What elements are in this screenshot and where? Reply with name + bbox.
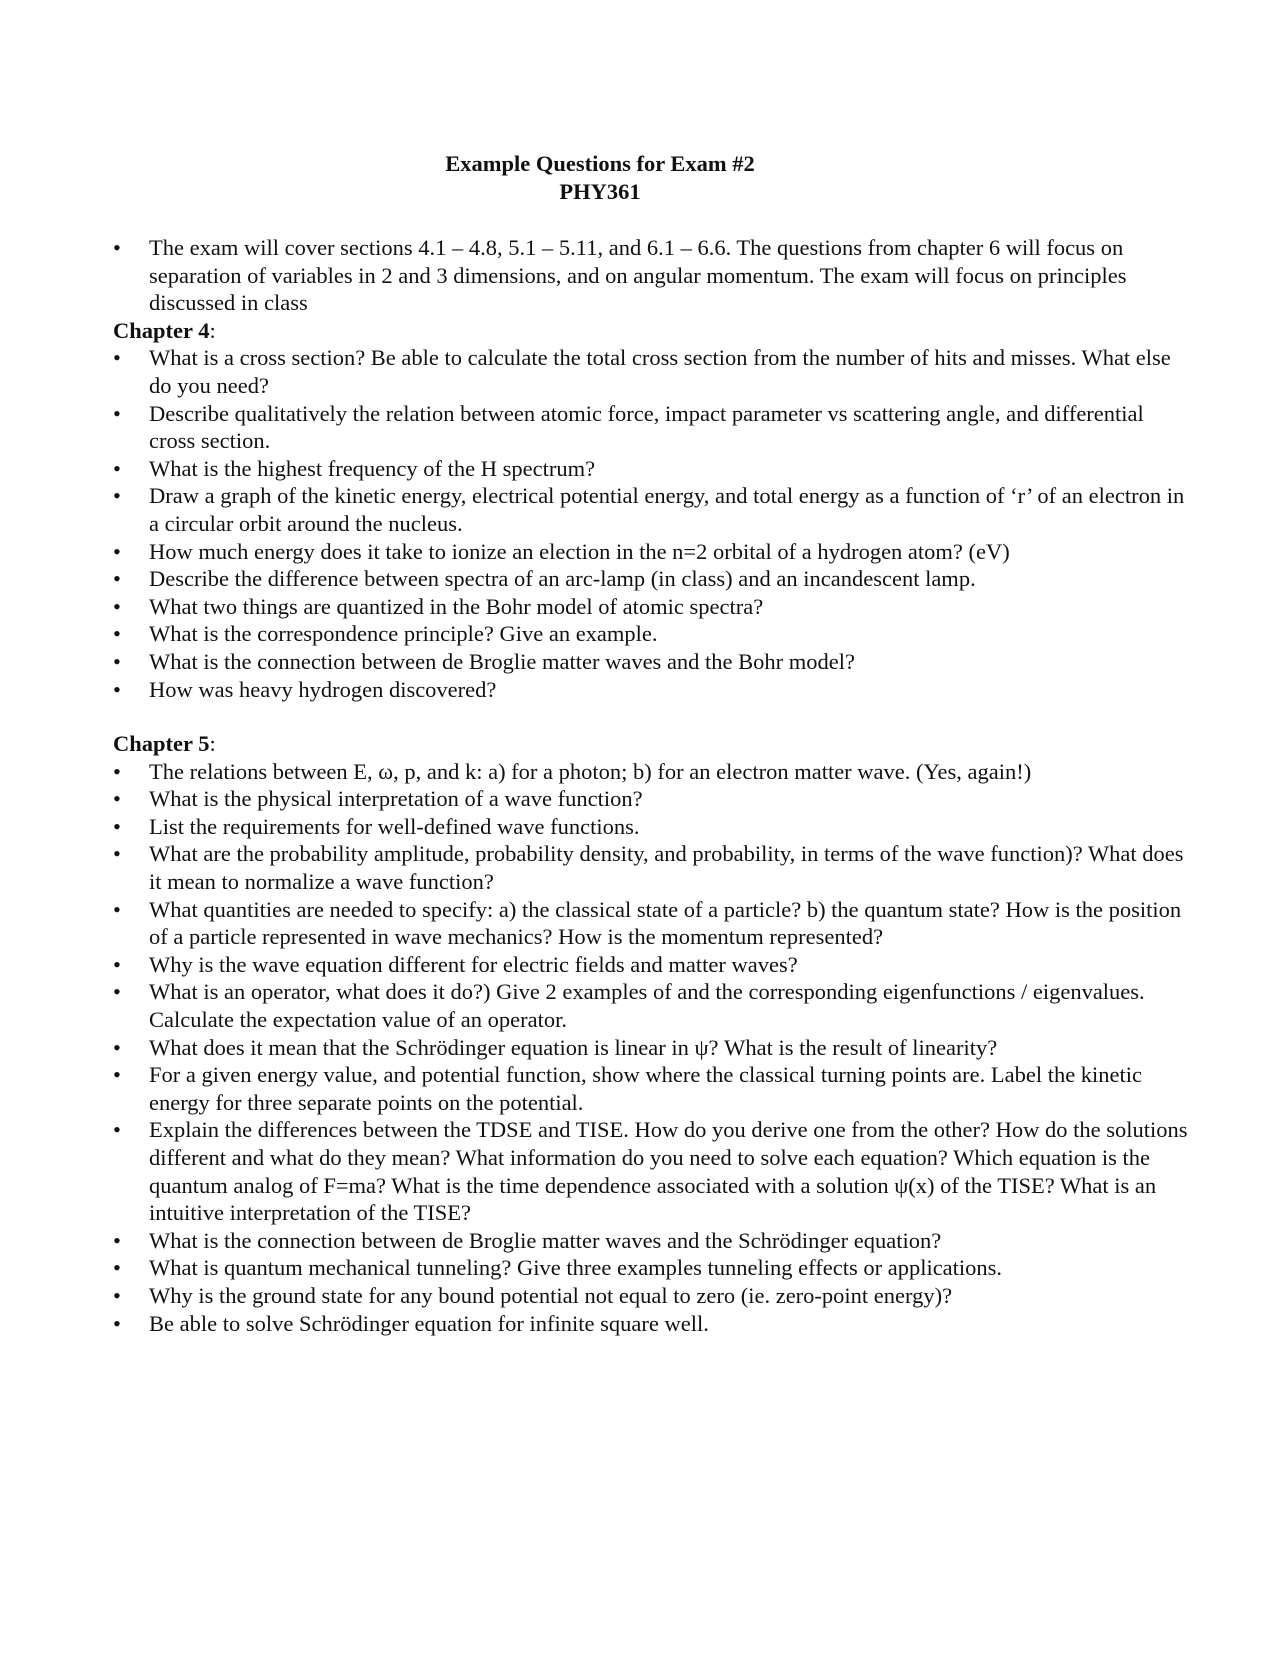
bullet-icon: • [113, 400, 121, 426]
list-item [113, 400, 1193, 455]
question-text: What is a cross section? Be able to calculate the total cross section from the number of hits and misses. What else do you need? [149, 345, 1171, 398]
question-text: What is the connection between de Broglie matter waves and the Bohr model? [149, 648, 856, 674]
question-text: Describe the difference between spectra of an arc-lamp (in class) and an incandescent lamp. [149, 566, 976, 592]
list-item [113, 455, 1193, 483]
list-item [113, 758, 1193, 786]
list-item [113, 840, 1193, 895]
question-text: Describe qualitatively the relation between atomic force, impact parameter vs scattering angle, and differential cross section. [149, 400, 1144, 454]
list-item [113, 1061, 1193, 1116]
bullet-icon: • [113, 1034, 121, 1060]
course-code: PHY361 [559, 179, 641, 204]
chapter-5-heading-text: Chapter 5 [113, 731, 210, 757]
bullet-icon: • [113, 455, 121, 481]
question-text: How much energy does it take to ionize an election in the n=2 orbital of a hydrogen atom? (eV) [149, 538, 1010, 564]
list-item [113, 1034, 1193, 1062]
bullet-icon: • [113, 1310, 121, 1336]
list-item [113, 785, 1193, 813]
question-text: What does it mean that the Schrödinger equation is linear in ψ? What is the result of linearity? [149, 1034, 998, 1060]
bullet-icon: • [113, 538, 121, 564]
bullet-icon: • [113, 758, 121, 784]
list-item [113, 538, 1193, 566]
question-text: What is quantum mechanical tunneling? Give three examples tunneling effects or applications. [149, 1255, 1003, 1281]
bullet-icon: • [113, 566, 121, 592]
bullet-icon: • [113, 896, 121, 922]
content [113, 234, 1193, 1337]
question-text: List the requirements for well-defined wave functions. [149, 813, 640, 839]
list-item [113, 1282, 1193, 1310]
question-text: What is an operator, what does it do?) Give 2 examples of and the corresponding eigenfunctions / eigenvalues. Calculate the expectation value of an operator. [149, 979, 1145, 1033]
bullet-icon: • [113, 1227, 121, 1253]
list-item [113, 1254, 1193, 1282]
list-item [113, 620, 1193, 648]
question-text: What two things are quantized in the Bohr model of atomic spectra? [149, 593, 764, 619]
chapter-4-heading-colon: : [209, 317, 216, 343]
bullet-icon: • [113, 841, 121, 867]
question-text: How was heavy hydrogen discovered? [149, 676, 497, 702]
intro-text: The exam will cover sections 4.1 – 4.8, 5.1 – 5.11, and 6.1 – 6.6. The questions from chapter 6 will focus on separation of variables in 2 and 3 dimensions, and on angular momentum. The exam will focus on principles discussed in class [149, 235, 1127, 316]
bullet-icon: • [113, 676, 121, 702]
list-item [113, 978, 1193, 1033]
bullet-icon: • [113, 1062, 121, 1088]
question-text: What are the probability amplitude, probability density, and probability, in terms of the wave function)? What does it mean to normalize a wave function? [149, 841, 1184, 895]
question-text: Why is the wave equation different for electric fields and matter waves? [149, 951, 798, 977]
question-text: Draw a graph of the kinetic energy, electrical potential energy, and total energy as a function of ‘r’ of an electron in a circular orbit around the nucleus. [149, 483, 1185, 536]
list-item [113, 951, 1193, 979]
list-item [113, 896, 1193, 951]
question-text: Why is the ground state for any bound potential not equal to zero (ie. zero-point energy)? [149, 1282, 953, 1308]
list-item [113, 482, 1193, 537]
bullet-icon: • [113, 979, 121, 1005]
question-text: What is the physical interpretation of a wave function? [149, 786, 643, 812]
list-item [113, 1310, 1193, 1338]
list-item [113, 344, 1193, 399]
chapter-4-heading-text: Chapter 4 [113, 317, 210, 343]
question-text: What is the highest frequency of the H spectrum? [149, 455, 596, 481]
chapter-5-list [113, 758, 1193, 1337]
chapter-4-heading [113, 317, 1193, 345]
question-text: Explain the differences between the TDSE and TISE. How do you derive one from the other? How do the solutions different and what do they mean? What information do you need to solve each equation? Which equation is the quantum analog of F=ma? What is the time dependence associated with a solution ψ(x) of the TISE? What is an intuitive interpretation of the TISE? [149, 1117, 1188, 1226]
bullet-icon: • [113, 235, 121, 260]
question-text: The relations between E, ω, p, and k: a) for a photon; b) for an electron matter wave. (Yes, again!) [149, 758, 1032, 784]
question-text: What is the connection between de Broglie matter waves and the Schrödinger equation? [149, 1227, 942, 1253]
bullet-icon: • [113, 593, 121, 619]
question-text: For a given energy value, and potential function, show where the classical turning points are. Label the kinetic energy for three separate points on the potential. [149, 1062, 1143, 1115]
list-item [113, 1227, 1193, 1255]
title-block [0, 150, 1200, 206]
chapter-5-heading-colon: : [209, 731, 216, 757]
section-spacer [113, 703, 1193, 730]
question-text: Be able to solve Schrödinger equation for infinite square well. [149, 1310, 709, 1336]
intro-list [113, 234, 1193, 317]
page-title: Example Questions for Exam #2 [445, 151, 755, 176]
intro-item [113, 234, 1193, 317]
list-item [113, 565, 1193, 593]
bullet-icon: • [113, 483, 121, 509]
bullet-icon: • [113, 786, 121, 812]
list-item [113, 648, 1193, 676]
bullet-icon: • [113, 621, 121, 647]
chapter-4-list [113, 344, 1193, 703]
bullet-icon: • [113, 1255, 121, 1281]
list-item [113, 813, 1193, 841]
bullet-icon: • [113, 1117, 121, 1143]
list-item [113, 676, 1193, 704]
bullet-icon: • [113, 345, 121, 371]
bullet-icon: • [113, 951, 121, 977]
question-text: What quantities are needed to specify: a) the classical state of a particle? b) the quantum state? How is the position of a particle represented in wave mechanics? How is the momentum represented? [149, 896, 1182, 950]
question-text: What is the correspondence principle? Give an example. [149, 621, 658, 647]
list-item [113, 593, 1193, 621]
chapter-5-heading [113, 730, 1193, 758]
bullet-icon: • [113, 1282, 121, 1308]
bullet-icon: • [113, 648, 121, 674]
list-item [113, 1116, 1193, 1226]
bullet-icon: • [113, 813, 121, 839]
